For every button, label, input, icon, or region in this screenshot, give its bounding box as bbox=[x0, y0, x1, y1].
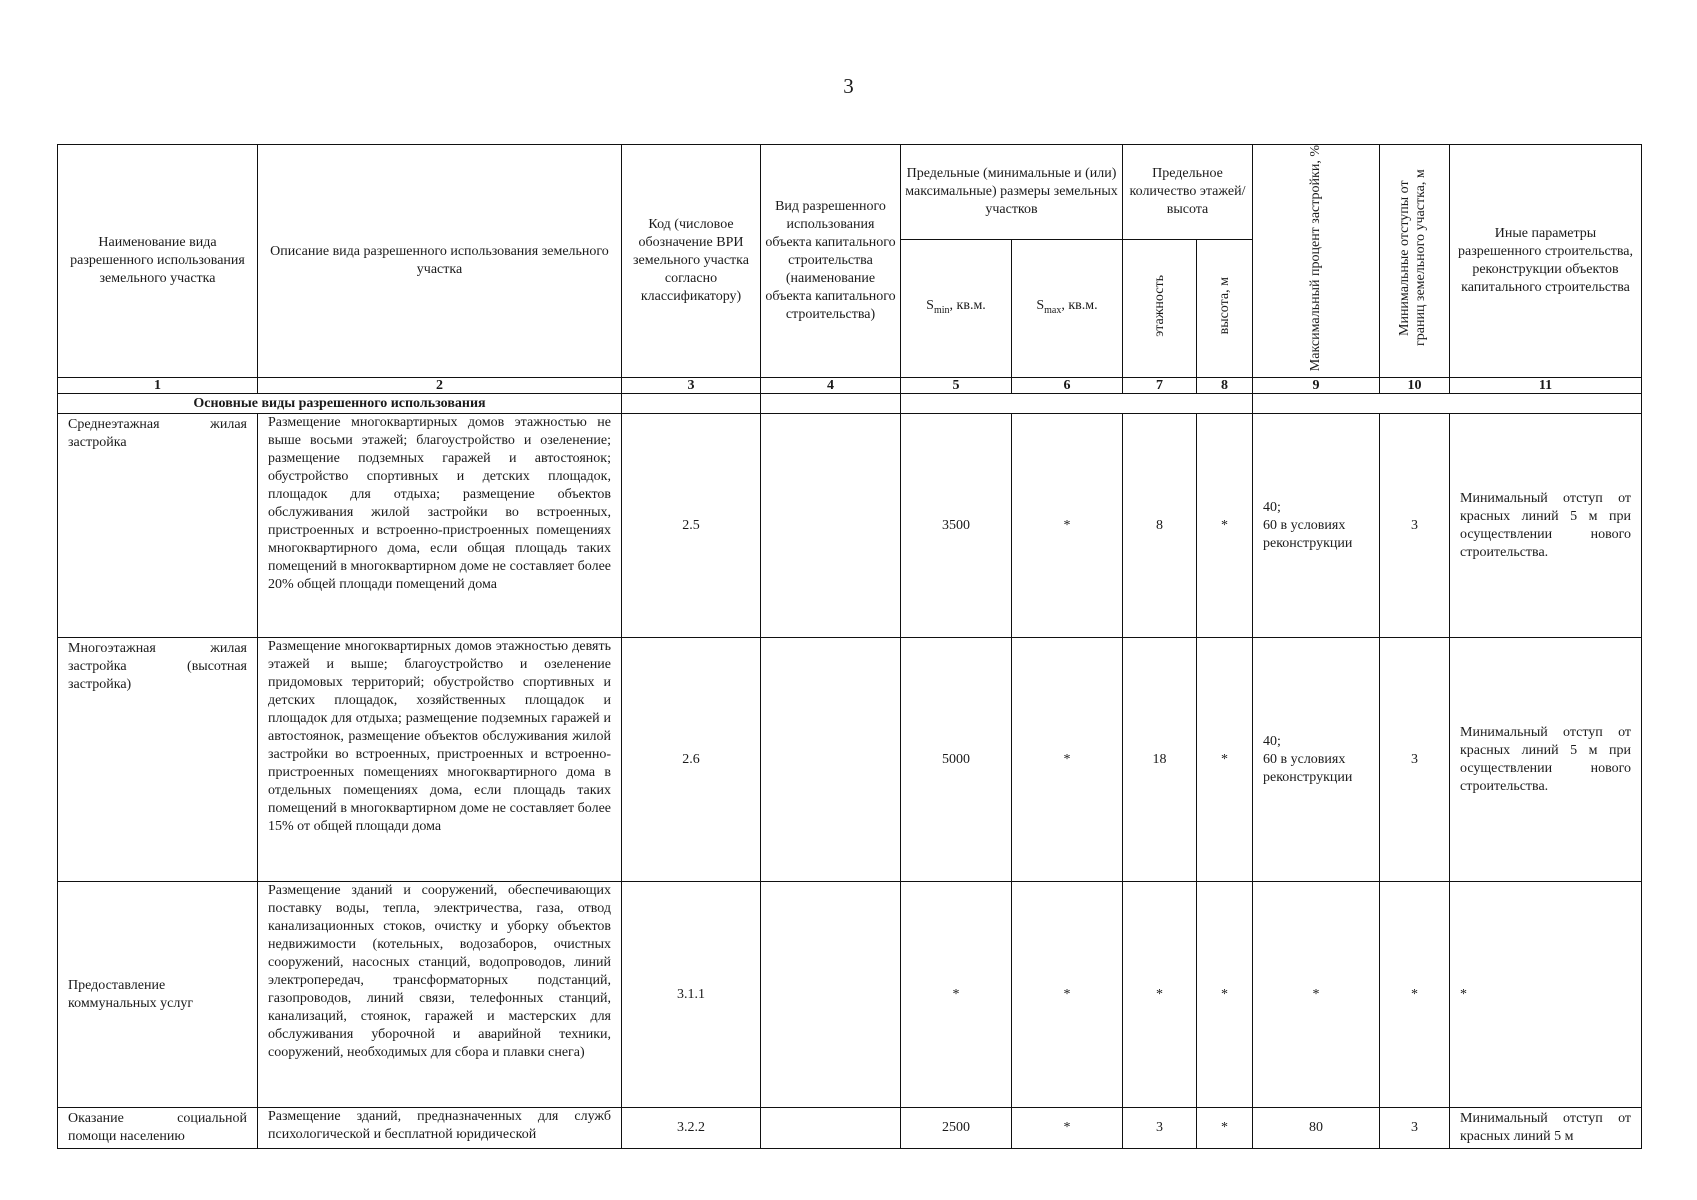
column-number: 11 bbox=[1450, 378, 1642, 394]
row-name: Многоэтажная жилая застройка (высотная застройка) bbox=[58, 638, 258, 882]
header-col5: $S_{min}$, кв.м. bbox=[901, 240, 1012, 378]
row-other: * bbox=[1450, 882, 1642, 1108]
header-col10-text: Минимальные отступы от границ земельного участка, м bbox=[1396, 169, 1428, 347]
zoning-table bbox=[57, 144, 1642, 1149]
header-col8-text: высота, м bbox=[1216, 276, 1232, 335]
row-height: * bbox=[1197, 638, 1253, 882]
row-name: Предоставление коммунальных услуг bbox=[58, 882, 258, 1108]
row-code: 3.2.2 bbox=[622, 1108, 761, 1149]
row-setback: 3 bbox=[1380, 414, 1450, 638]
row-setback: 3 bbox=[1380, 638, 1450, 882]
row-floors: * bbox=[1123, 882, 1197, 1108]
column-number: 3 bbox=[622, 378, 761, 394]
row-setback: 3 bbox=[1380, 1108, 1450, 1149]
row-height: * bbox=[1197, 414, 1253, 638]
row-smax: * bbox=[1012, 882, 1123, 1108]
section-row bbox=[58, 394, 1642, 414]
column-number: 4 bbox=[761, 378, 901, 394]
header-col9 bbox=[1253, 145, 1380, 378]
header-col10 bbox=[1380, 145, 1450, 378]
row-percent: * bbox=[1253, 882, 1380, 1108]
header-col9-text: Максимальный процент застройки, % bbox=[1308, 145, 1323, 372]
column-number: 1 bbox=[58, 378, 258, 394]
row-height: * bbox=[1197, 1108, 1253, 1149]
row-oks bbox=[761, 1108, 901, 1149]
row-smin: * bbox=[901, 882, 1012, 1108]
header-col7-text: этажность bbox=[1151, 274, 1167, 337]
row-other: Минимальный отступ от красных линий 5 м при осуществлении нового строительства. bbox=[1450, 638, 1642, 882]
row-smax: * bbox=[1012, 414, 1123, 638]
table-row bbox=[58, 414, 1642, 638]
row-description: Размещение многоквартирных домов этажностью девять этажей и выше; благоустройство и озеленение придомовых территорий; обустройство спортивных и детских площадок, хозяйственных площадок и площадок для отдыха; размещение подземных гаражей и автостоянок, размещение объектов обслуживания жилой застройки во встроенных, пристроенных и встроенно-пристроенных помещениях многоквартирного дома в отдельных помещениях дома, если площадь таких помещений в многоквартирном доме не составляет более 15% от общей площади дома bbox=[258, 638, 622, 882]
row-description: Размещение зданий и сооружений, обеспечивающих поставку воды, тепла, электричества, газа, отвод канализационных стоков, очистку и уборку объектов недвижимости (котельных, водозаборов, очистных сооружений, насосных станций, водопроводов, линий электропередач, трансформаторных подстанций, газопроводов, линий связи, телефонных станций, канализаций, стоянок, гаражей и мастерских для обслуживания уборочной и аварийной техники, сооружений, необходимых для сбора и плавки снега) bbox=[258, 882, 622, 1108]
row-oks bbox=[761, 638, 901, 882]
row-smin: 2500 bbox=[901, 1108, 1012, 1149]
row-setback: * bbox=[1380, 882, 1450, 1108]
header-col78: Предельное количество этажей/высота bbox=[1123, 145, 1253, 240]
column-number: 2 bbox=[258, 378, 622, 394]
row-floors: 18 bbox=[1123, 638, 1197, 882]
row-floors: 3 bbox=[1123, 1108, 1197, 1149]
header-col56: Предельные (минимальные и (или) максимальные) размеры земельных участков bbox=[901, 145, 1123, 240]
column-number: 8 bbox=[1197, 378, 1253, 394]
row-floors: 8 bbox=[1123, 414, 1197, 638]
row-other: Минимальный отступ от красных линий 5 м bbox=[1450, 1108, 1642, 1149]
table-row bbox=[58, 1108, 1642, 1149]
row-smax: * bbox=[1012, 1108, 1123, 1149]
row-percent: 80 bbox=[1253, 1108, 1380, 1149]
column-number: 5 bbox=[901, 378, 1012, 394]
header-col6: $S_{max}$, кв.м. bbox=[1012, 240, 1123, 378]
row-smin: 3500 bbox=[901, 414, 1012, 638]
table-row bbox=[58, 638, 1642, 882]
row-description: Размещение зданий, предназначенных для служб психологической и бесплатной юридической bbox=[258, 1108, 622, 1149]
section-title: Основные виды разрешенного использования bbox=[58, 394, 622, 414]
row-name: Среднеэтажная жилая застройка bbox=[58, 414, 258, 638]
row-code: 3.1.1 bbox=[622, 882, 761, 1108]
header-col8 bbox=[1197, 240, 1253, 378]
column-number: 9 bbox=[1253, 378, 1380, 394]
header-col2: Описание вида разрешенного использования земельного участка bbox=[258, 145, 622, 378]
row-oks bbox=[761, 414, 901, 638]
header-col7 bbox=[1123, 240, 1197, 378]
row-other: Минимальный отступ от красных линий 5 м при осуществлении нового строительства. bbox=[1450, 414, 1642, 638]
row-description: Размещение многоквартирных домов этажностью не выше восьми этажей; благоустройство и озеленение; размещение подземных гаражей и автостоянок; обустройство спортивных и детских площадок, площадок для отдыха; размещение объектов обслуживания жилой застройки во встроенных, пристроенных и встроенно-пристроенных помещениях многоквартирного дома, если общая площадь таких помещений в многоквартирном доме не составляет более 20% общей площади помещений дома bbox=[258, 414, 622, 638]
column-number: 7 bbox=[1123, 378, 1197, 394]
row-percent: 40; 60 в условиях реконструкции bbox=[1253, 414, 1380, 638]
row-code: 2.5 bbox=[622, 414, 761, 638]
header-col4: Вид разрешенного использования объекта капитального строительства (наименование объекта капитального строительства) bbox=[761, 145, 901, 378]
row-percent: 40; 60 в условиях реконструкции bbox=[1253, 638, 1380, 882]
column-number: 10 bbox=[1380, 378, 1450, 394]
header-col1: Наименование вида разрешенного использования земельного участка bbox=[58, 145, 258, 378]
header-col3: Код (числовое обозначение ВРИ земельного участка согласно классификатору) bbox=[622, 145, 761, 378]
row-smin: 5000 bbox=[901, 638, 1012, 882]
row-smax: * bbox=[1012, 638, 1123, 882]
row-height: * bbox=[1197, 882, 1253, 1108]
column-numbers-row bbox=[58, 378, 1642, 394]
row-oks bbox=[761, 882, 901, 1108]
table-row bbox=[58, 882, 1642, 1108]
header-col11: Иные параметры разрешенного строительства, реконструкции объектов капитального строительства bbox=[1450, 145, 1642, 378]
row-name: Оказание социальной помощи населению bbox=[58, 1108, 258, 1149]
row-code: 2.6 bbox=[622, 638, 761, 882]
page-number: 3 bbox=[843, 74, 854, 98]
column-number: 6 bbox=[1012, 378, 1123, 394]
